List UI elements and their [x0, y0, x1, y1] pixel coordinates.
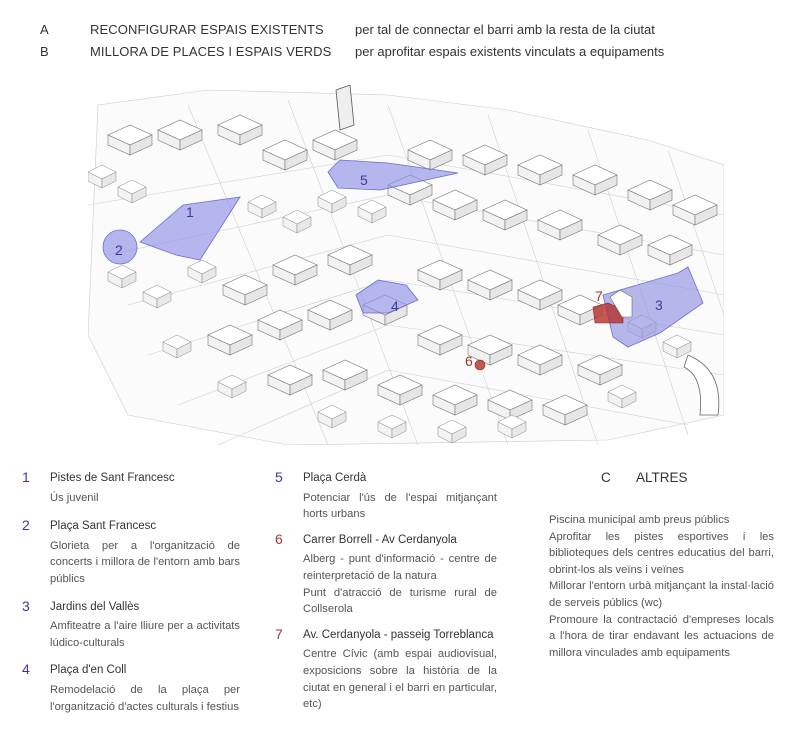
legend-item-2 [22, 518, 240, 587]
map-label-1: 1 [186, 204, 194, 220]
legend-item-5 [275, 470, 497, 523]
urban-map [88, 85, 724, 445]
legend-column-altres [549, 470, 774, 661]
header-row-b [40, 44, 760, 66]
item-number: 7 [275, 625, 283, 642]
altres-letter: C [601, 470, 611, 485]
altres-line: Aprofitar les pistes esportives i les biblioteques dels centres educatius del barri, obrint-los als veïns i veïnes [549, 530, 774, 576]
map-label-6: 6 [465, 353, 473, 369]
legend-item-4 [22, 662, 240, 715]
item-number: 6 [275, 530, 283, 547]
item-number: 4 [22, 661, 30, 678]
header-row-a [40, 22, 760, 44]
header-title-a: RECONFIGURAR ESPAIS EXISTENTS [90, 22, 324, 37]
legend-item-1 [22, 470, 240, 506]
altres-line: Promoure la contractació d'empreses locals a l'hora de tirar endavant les actuacions de millora vinculades amb equipaments [549, 613, 774, 659]
header-desc-a: per tal de connectar el barri amb la resta de la ciutat [355, 22, 655, 37]
item-title: Plaça Cerdà [303, 472, 367, 484]
header-letter-b: B [40, 44, 49, 59]
map-label-5: 5 [360, 172, 368, 188]
item-desc: Remodelació de la plaça per l'organització d'actes culturals i festius [50, 683, 240, 713]
item-desc-secondary: Punt d'atracció de turisme rural de Collserola [303, 586, 497, 616]
header-title-b: MILLORA DE PLACES I ESPAIS VERDS [90, 44, 332, 59]
altres-line: Millorar l'entorn urbà mitjançant la instal·lació de serveis públics (wc) [549, 580, 774, 609]
item-number: 2 [22, 517, 30, 534]
item-title: Plaça Sant Francesc [50, 520, 157, 533]
item-title: Carrer Borrell - Av Cerdanyola [303, 533, 457, 546]
map-label-4: 4 [391, 298, 399, 314]
header-letter-a: A [40, 22, 49, 37]
header-desc-b: per aprofitar espais existents vinculats a equipaments [355, 44, 665, 59]
item-desc: Potenciar l'ús de l'espai mitjançant horts urbans [303, 491, 497, 521]
item-title: Jardins del Vallès [50, 600, 140, 613]
item-number: 3 [22, 597, 30, 614]
item-desc: Glorieta per a l'organització de concerts i millora de l'entorn amb bars públics [50, 539, 240, 585]
legend-column-2 [275, 470, 497, 713]
item-title: Pistes de Sant Francesc [50, 472, 175, 484]
legend-item-6 [275, 532, 497, 618]
item-desc: Ús juvenil [50, 491, 99, 504]
item-desc: Amfiteatre a l'aire lliure per a activitats lúdico-culturals [50, 620, 240, 649]
item-title: Av. Cerdanyola - passeig Torreblanca [303, 628, 494, 641]
legend-item-3 [22, 599, 240, 652]
altres-title: ALTRES [636, 470, 688, 485]
altres-line: Piscina municipal amb preus públics [549, 514, 730, 526]
item-title: Plaça d'en Coll [50, 664, 127, 677]
map-label-3: 3 [655, 297, 663, 313]
legend-item-7 [275, 627, 497, 713]
zone-6 [475, 360, 485, 370]
legend-header [40, 22, 760, 66]
altres-heading [549, 470, 774, 512]
map-label-7: 7 [595, 288, 603, 304]
map-label-2: 2 [115, 242, 123, 258]
legend-column-1 [22, 470, 240, 715]
item-desc: Centre Cívic (amb espai audiovisual, exposicions sobre la història de la ciutat en general i el barri en particular, etc) [303, 648, 497, 711]
item-desc: Alberg - punt d'informació - centre de reinterpretació de la natura [303, 553, 497, 582]
item-number: 1 [22, 469, 30, 485]
item-number: 5 [275, 469, 283, 485]
